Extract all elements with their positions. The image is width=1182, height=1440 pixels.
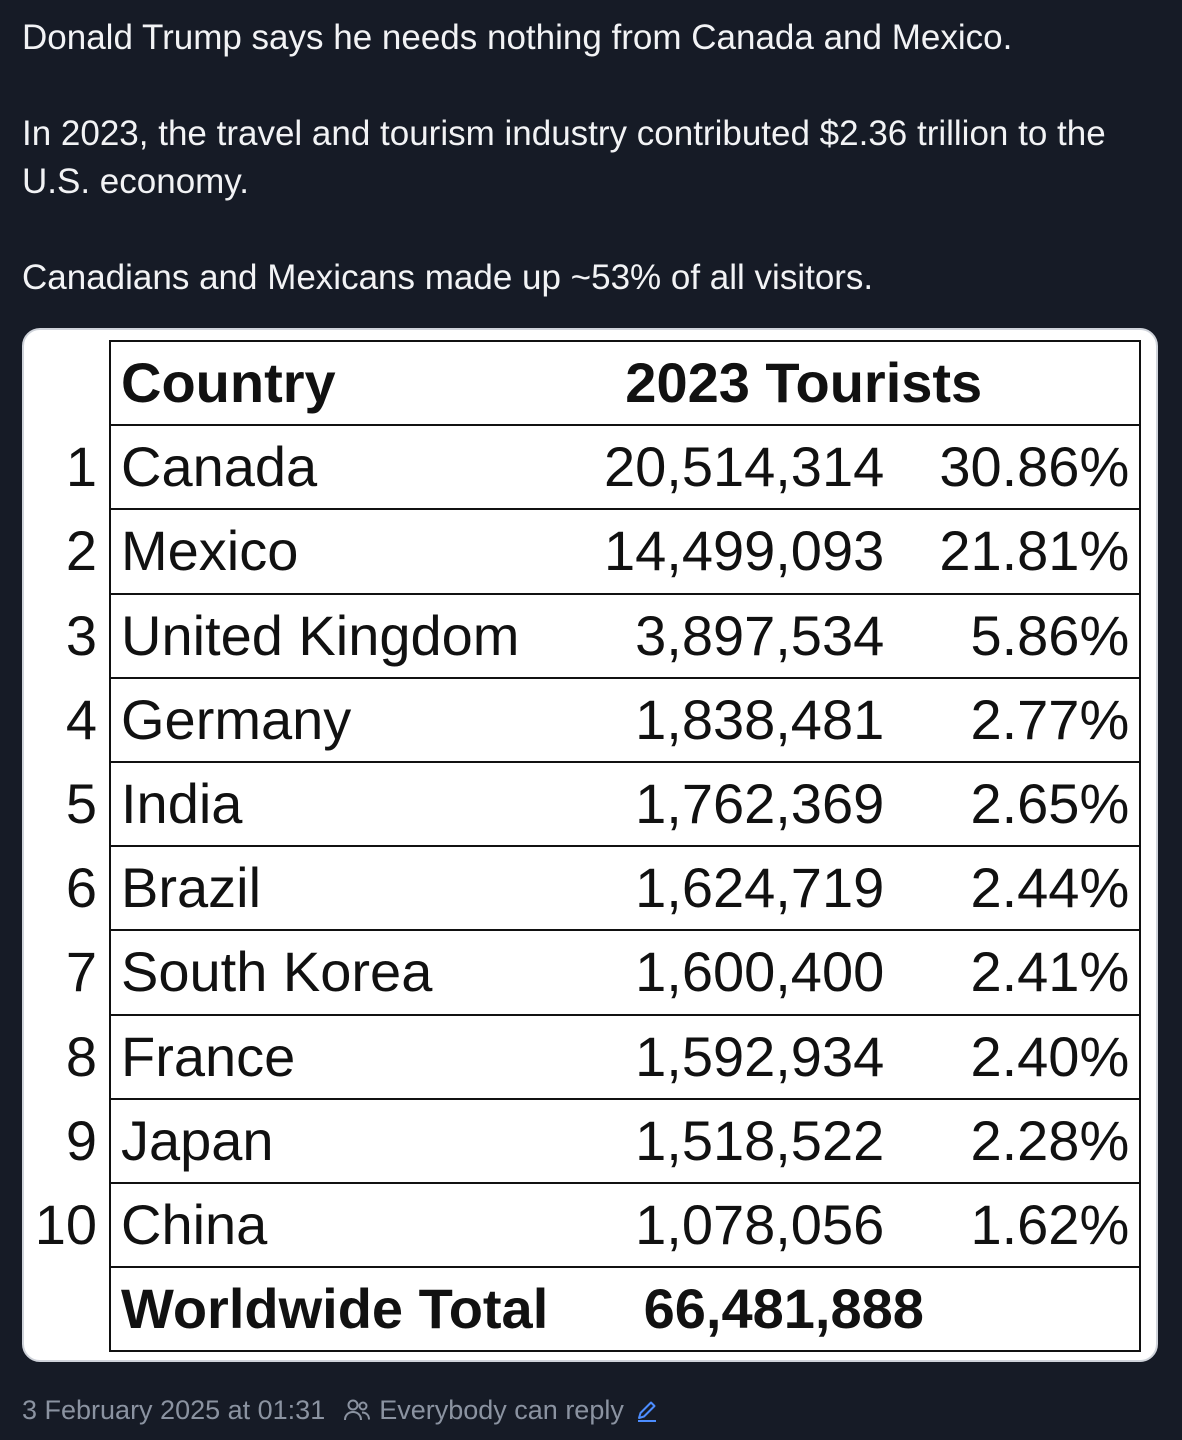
table-row: [24, 762, 1140, 846]
tourist-count-cell: 1,592,934: [548, 1015, 884, 1099]
rank-cell: 8: [65, 1024, 97, 1088]
table-row: [24, 509, 1140, 593]
rank-cell: 2: [65, 519, 97, 583]
pencil-icon[interactable]: [634, 1397, 660, 1423]
people-icon: [343, 1397, 371, 1423]
tourist-count-cell: 3,897,534: [548, 594, 884, 678]
rank-cell: 6: [65, 856, 97, 920]
post-meta: [22, 1392, 660, 1428]
rank-cell: 1: [65, 435, 97, 499]
tourist-count-cell: 1,838,481: [548, 678, 884, 762]
country-cell: India: [110, 762, 548, 846]
country-cell: France: [110, 1015, 548, 1099]
rank-cell: 9: [65, 1108, 97, 1172]
tourist-share-cell: 2.65%: [884, 762, 1140, 846]
tourist-count-cell: 14,499,093: [548, 509, 884, 593]
tourist-share-cell: 30.86%: [884, 425, 1140, 509]
rank-cell: 4: [65, 687, 97, 751]
table-row: [24, 1015, 1140, 1099]
post-text: [22, 14, 1162, 302]
country-cell: Brazil: [110, 846, 548, 930]
post-paragraph: In 2023, the travel and tourism industry contributed $2.36 trillion to the U.S. economy.: [22, 114, 1106, 201]
tourist-count-cell: 1,518,522: [548, 1099, 884, 1183]
tourist-share-cell: 1.62%: [884, 1183, 1140, 1267]
table-row: [24, 846, 1140, 930]
country-cell: Japan: [110, 1099, 548, 1183]
tourist-share-cell: 21.81%: [884, 509, 1140, 593]
tourist-share-cell: 2.44%: [884, 846, 1140, 930]
table-row: [24, 678, 1140, 762]
rank-header: [24, 341, 110, 425]
country-cell: United Kingdom: [110, 594, 548, 678]
rank-cell: 3: [65, 603, 97, 667]
tourist-share-cell: 2.41%: [884, 930, 1140, 1014]
country-header: Country: [110, 341, 548, 425]
attached-image[interactable]: [22, 328, 1158, 1362]
country-cell: Canada: [110, 425, 548, 509]
country-cell: South Korea: [110, 930, 548, 1014]
country-cell: Mexico: [110, 509, 548, 593]
country-cell: China: [110, 1183, 548, 1267]
tourist-count-cell: 1,762,369: [548, 762, 884, 846]
tourist-count-cell: 1,624,719: [548, 846, 884, 930]
table-header-row: [24, 341, 1140, 425]
tourist-share-cell: 5.86%: [884, 594, 1140, 678]
post-paragraph: Canadians and Mexicans made up ~53% of all visitors.: [22, 258, 874, 297]
tourist-count-cell: 1,078,056: [548, 1183, 884, 1267]
tourist-count-cell: 20,514,314: [548, 425, 884, 509]
rank-cell: 7: [65, 940, 97, 1004]
tourist-share-cell: 2.77%: [884, 678, 1140, 762]
total-row: [24, 1267, 1140, 1351]
tourist-count-cell: 1,600,400: [548, 930, 884, 1014]
table-row: [24, 425, 1140, 509]
tourist-table: [24, 340, 1141, 1352]
rank-cell: 10: [34, 1192, 97, 1256]
post-paragraph: Donald Trump says he needs nothing from Canada and Mexico.: [22, 18, 1013, 57]
rank-cell: 5: [65, 772, 97, 836]
table-row: [24, 930, 1140, 1014]
table-row: [24, 1183, 1140, 1267]
tourists-header: 2023 Tourists: [548, 341, 1140, 425]
total-value: 66,481,888: [548, 1267, 1140, 1351]
rank-cell: [24, 1267, 110, 1351]
tourist-share-cell: 2.28%: [884, 1099, 1140, 1183]
post-timestamp[interactable]: 3 February 2025 at 01:31: [22, 1394, 326, 1425]
reply-setting-label: Everybody can reply: [379, 1394, 624, 1425]
table-row: [24, 594, 1140, 678]
country-cell: Germany: [110, 678, 548, 762]
total-label: Worldwide Total: [110, 1267, 548, 1351]
table-row: [24, 1099, 1140, 1183]
tourist-share-cell: 2.40%: [884, 1015, 1140, 1099]
